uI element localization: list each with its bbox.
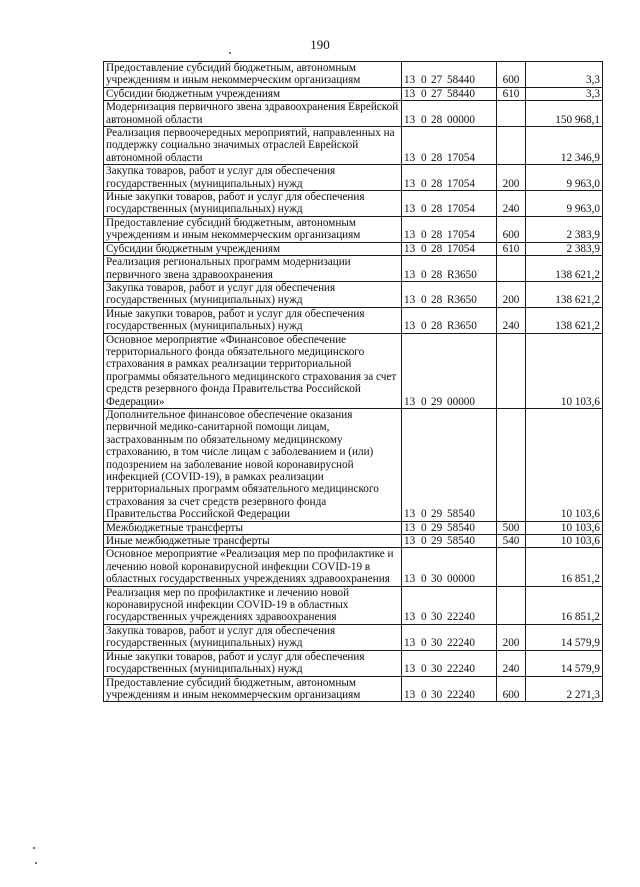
code-part: 0	[421, 611, 427, 624]
row-amount: 12 346,9	[526, 127, 603, 165]
row-target-code	[402, 256, 497, 282]
row-amount: 138 621,2	[526, 281, 603, 307]
code-part: 22240	[447, 611, 475, 624]
row-target-code	[402, 624, 497, 650]
code-part: 00000	[447, 113, 475, 126]
code-part: 28	[431, 113, 443, 126]
code-part: R3650	[447, 294, 477, 307]
code-part: 17054	[447, 203, 475, 216]
code-part: 0	[421, 508, 427, 521]
code-part: 0	[421, 242, 427, 255]
row-target-code	[402, 165, 497, 191]
code-part: 22240	[447, 663, 475, 676]
code-part: 0	[421, 521, 427, 534]
row-target-code	[402, 281, 497, 307]
code-part: 13	[404, 663, 416, 676]
code-part: 27	[431, 74, 443, 87]
row-name: Закупка товаров, работ и услуг для обеспечения государственных (муниципальных) нужд	[104, 624, 402, 650]
scan-speck	[35, 862, 37, 864]
row-expense-type: 540	[497, 535, 526, 548]
row-name: Основное мероприятие «Реализация мер по профилактике и лечению новой коронавирусной инфекции COVID-19 в областных государственных учреждениях здравоохранения	[104, 548, 402, 586]
code-part: 30	[431, 663, 443, 676]
row-target-code	[402, 333, 497, 408]
row-expense-type	[497, 256, 526, 282]
row-name: Реализация первоочередных мероприятий, направленных на поддержку социально значимых отраслей Еврейской автономной области	[104, 127, 402, 165]
code-part: 13	[404, 268, 416, 281]
code-part: 30	[431, 611, 443, 624]
code-part: 13	[404, 535, 416, 548]
code-part: 0	[421, 637, 427, 650]
table-row	[104, 87, 603, 100]
row-amount: 14 579,9	[526, 624, 603, 650]
code-part: 0	[421, 294, 427, 307]
budget-table	[103, 61, 603, 702]
code-part: 0	[421, 268, 427, 281]
code-part: 30	[431, 688, 443, 701]
row-name: Иные закупки товаров, работ и услуг для обеспечения государственных (муниципальных) нужд	[104, 307, 402, 333]
code-part: 13	[404, 637, 416, 650]
table-row	[104, 307, 603, 333]
code-part: 13	[404, 688, 416, 701]
table-row	[104, 62, 603, 88]
code-part: 29	[431, 535, 443, 548]
row-expense-type	[497, 548, 526, 586]
row-name: Субсидии бюджетным учреждениям	[104, 87, 402, 100]
code-part: 13	[404, 611, 416, 624]
table-row	[104, 191, 603, 217]
code-part: 0	[421, 151, 427, 164]
row-amount: 3,3	[526, 87, 603, 100]
code-part: 28	[431, 294, 443, 307]
table-row	[104, 281, 603, 307]
row-expense-type: 240	[497, 191, 526, 217]
row-amount: 10 103,6	[526, 535, 603, 548]
code-part: 58540	[447, 521, 475, 534]
row-name: Основное мероприятие «Финансовое обеспечение территориального фонда обязательного медицинского страхования в рамках реализации территориальной программы обязательного медицинского страхования за счет средств резервного фонда Правительства Российской Федерации»	[104, 333, 402, 408]
code-part: 13	[404, 395, 416, 408]
code-part: 0	[421, 87, 427, 100]
code-part: 58540	[447, 535, 475, 548]
table-row	[104, 676, 603, 702]
row-amount: 14 579,9	[526, 650, 603, 676]
table-row	[104, 165, 603, 191]
code-part: 13	[404, 113, 416, 126]
row-name: Межбюджетные трансферты	[104, 521, 402, 534]
row-amount: 16 851,2	[526, 586, 603, 624]
code-part: 0	[421, 177, 427, 190]
code-part: 0	[421, 320, 427, 333]
row-target-code	[402, 127, 497, 165]
code-part: 00000	[447, 573, 475, 586]
row-expense-type	[497, 127, 526, 165]
code-part: 28	[431, 177, 443, 190]
code-part: 13	[404, 508, 416, 521]
code-part: 13	[404, 203, 416, 216]
row-amount: 16 851,2	[526, 548, 603, 586]
row-expense-type: 610	[497, 242, 526, 255]
code-part: 17054	[447, 177, 475, 190]
row-amount: 10 103,6	[526, 408, 603, 521]
row-expense-type: 600	[497, 676, 526, 702]
row-amount: 9 963,0	[526, 165, 603, 191]
code-part: 30	[431, 573, 443, 586]
code-part: 13	[404, 242, 416, 255]
page-number: 190	[310, 37, 330, 52]
row-name: Реализация мер по профилактике и лечению новой коронавирусной инфекции COVID-19 в областных государственных учреждениях здравоохранения	[104, 586, 402, 624]
table-row	[104, 586, 603, 624]
row-name: Предоставление субсидий бюджетным, автономным учреждениям и иным некоммерческим организациям	[104, 62, 402, 88]
row-amount: 10 103,6	[526, 521, 603, 534]
code-part: 13	[404, 87, 416, 100]
row-expense-type: 600	[497, 62, 526, 88]
table-row	[104, 521, 603, 534]
code-part: 0	[421, 229, 427, 242]
code-part: 58440	[447, 87, 475, 100]
row-amount: 2 271,3	[526, 676, 603, 702]
code-part: 0	[421, 395, 427, 408]
row-target-code	[402, 87, 497, 100]
row-expense-type: 200	[497, 281, 526, 307]
code-part: 0	[421, 573, 427, 586]
row-target-code	[402, 676, 497, 702]
scan-speck	[229, 52, 231, 54]
table-row	[104, 256, 603, 282]
code-part: 17054	[447, 242, 475, 255]
code-part: 29	[431, 521, 443, 534]
row-amount: 150 968,1	[526, 101, 603, 127]
row-expense-type: 240	[497, 307, 526, 333]
row-target-code	[402, 650, 497, 676]
code-part: 00000	[447, 395, 475, 408]
code-part: 30	[431, 637, 443, 650]
code-part: 13	[404, 151, 416, 164]
table-row	[104, 650, 603, 676]
table-row	[104, 101, 603, 127]
code-part: 28	[431, 203, 443, 216]
code-part: 0	[421, 113, 427, 126]
code-part: 22240	[447, 637, 475, 650]
row-name: Предоставление субсидий бюджетным, автономным учреждениям и иным некоммерческим организациям	[104, 216, 402, 242]
row-expense-type	[497, 333, 526, 408]
code-part: 28	[431, 151, 443, 164]
code-part: 29	[431, 395, 443, 408]
row-expense-type	[497, 101, 526, 127]
row-name: Закупка товаров, работ и услуг для обеспечения государственных (муниципальных) нужд	[104, 165, 402, 191]
row-amount: 10 103,6	[526, 333, 603, 408]
code-part: 13	[404, 177, 416, 190]
scan-speck	[33, 847, 35, 849]
row-target-code	[402, 242, 497, 255]
row-target-code	[402, 216, 497, 242]
row-target-code	[402, 586, 497, 624]
code-part: 28	[431, 268, 443, 281]
code-part: 28	[431, 242, 443, 255]
row-target-code	[402, 521, 497, 534]
code-part: 0	[421, 663, 427, 676]
table-row	[104, 408, 603, 521]
row-name: Иные закупки товаров, работ и услуг для обеспечения государственных (муниципальных) нужд	[104, 650, 402, 676]
row-name: Предоставление субсидий бюджетным, автономным учреждениям и иным некоммерческим организациям	[104, 676, 402, 702]
row-expense-type: 600	[497, 216, 526, 242]
row-target-code	[402, 408, 497, 521]
budget-table-body	[104, 62, 603, 702]
row-amount: 9 963,0	[526, 191, 603, 217]
code-part: 0	[421, 535, 427, 548]
row-amount: 2 383,9	[526, 242, 603, 255]
row-amount: 138 621,2	[526, 307, 603, 333]
row-name: Закупка товаров, работ и услуг для обеспечения государственных (муниципальных) нужд	[104, 281, 402, 307]
row-target-code	[402, 62, 497, 88]
code-part: 13	[404, 74, 416, 87]
row-expense-type: 240	[497, 650, 526, 676]
table-row	[104, 216, 603, 242]
table-row	[104, 624, 603, 650]
row-expense-type: 200	[497, 165, 526, 191]
row-name: Модернизация первичного звена здравоохранения Еврейской автономной области	[104, 101, 402, 127]
code-part: 58440	[447, 74, 475, 87]
code-part: R3650	[447, 320, 477, 333]
code-part: 17054	[447, 151, 475, 164]
code-part: 13	[404, 521, 416, 534]
row-amount: 138 621,2	[526, 256, 603, 282]
table-row	[104, 548, 603, 586]
code-part: 0	[421, 688, 427, 701]
code-part: R3650	[447, 268, 477, 281]
row-expense-type	[497, 586, 526, 624]
code-part: 28	[431, 320, 443, 333]
row-target-code	[402, 191, 497, 217]
table-row	[104, 535, 603, 548]
row-name: Реализация региональных программ модернизации первичного звена здравоохранения	[104, 256, 402, 282]
code-part: 0	[421, 74, 427, 87]
table-row	[104, 242, 603, 255]
row-expense-type: 200	[497, 624, 526, 650]
code-part: 0	[421, 203, 427, 216]
row-expense-type: 500	[497, 521, 526, 534]
row-name: Иные межбюджетные трансферты	[104, 535, 402, 548]
row-target-code	[402, 548, 497, 586]
row-target-code	[402, 307, 497, 333]
code-part: 13	[404, 294, 416, 307]
code-part: 58540	[447, 508, 475, 521]
row-expense-type	[497, 408, 526, 521]
code-part: 17054	[447, 229, 475, 242]
code-part: 27	[431, 87, 443, 100]
row-name: Дополнительное финансовое обеспечение оказания первичной медико-санитарной помощи лицам, застрахованным по обязательному медицинскому страхованию, в том числе лицам с заболеванием и (или) подозрением на заболевание новой коронавирусной инфекцией (COVID-19), в рамках реализации территориальных программ обязательного медицинского страхования за счет средств резервного фонда Правительства Российской Федерации	[104, 408, 402, 521]
row-target-code	[402, 535, 497, 548]
table-row	[104, 333, 603, 408]
code-part: 13	[404, 229, 416, 242]
row-target-code	[402, 101, 497, 127]
code-part: 13	[404, 320, 416, 333]
row-expense-type: 610	[497, 87, 526, 100]
row-amount: 2 383,9	[526, 216, 603, 242]
row-name: Иные закупки товаров, работ и услуг для обеспечения государственных (муниципальных) нужд	[104, 191, 402, 217]
row-amount: 3,3	[526, 62, 603, 88]
code-part: 13	[404, 573, 416, 586]
code-part: 29	[431, 508, 443, 521]
code-part: 22240	[447, 688, 475, 701]
code-part: 28	[431, 229, 443, 242]
table-row	[104, 127, 603, 165]
row-name: Субсидии бюджетным учреждениям	[104, 242, 402, 255]
